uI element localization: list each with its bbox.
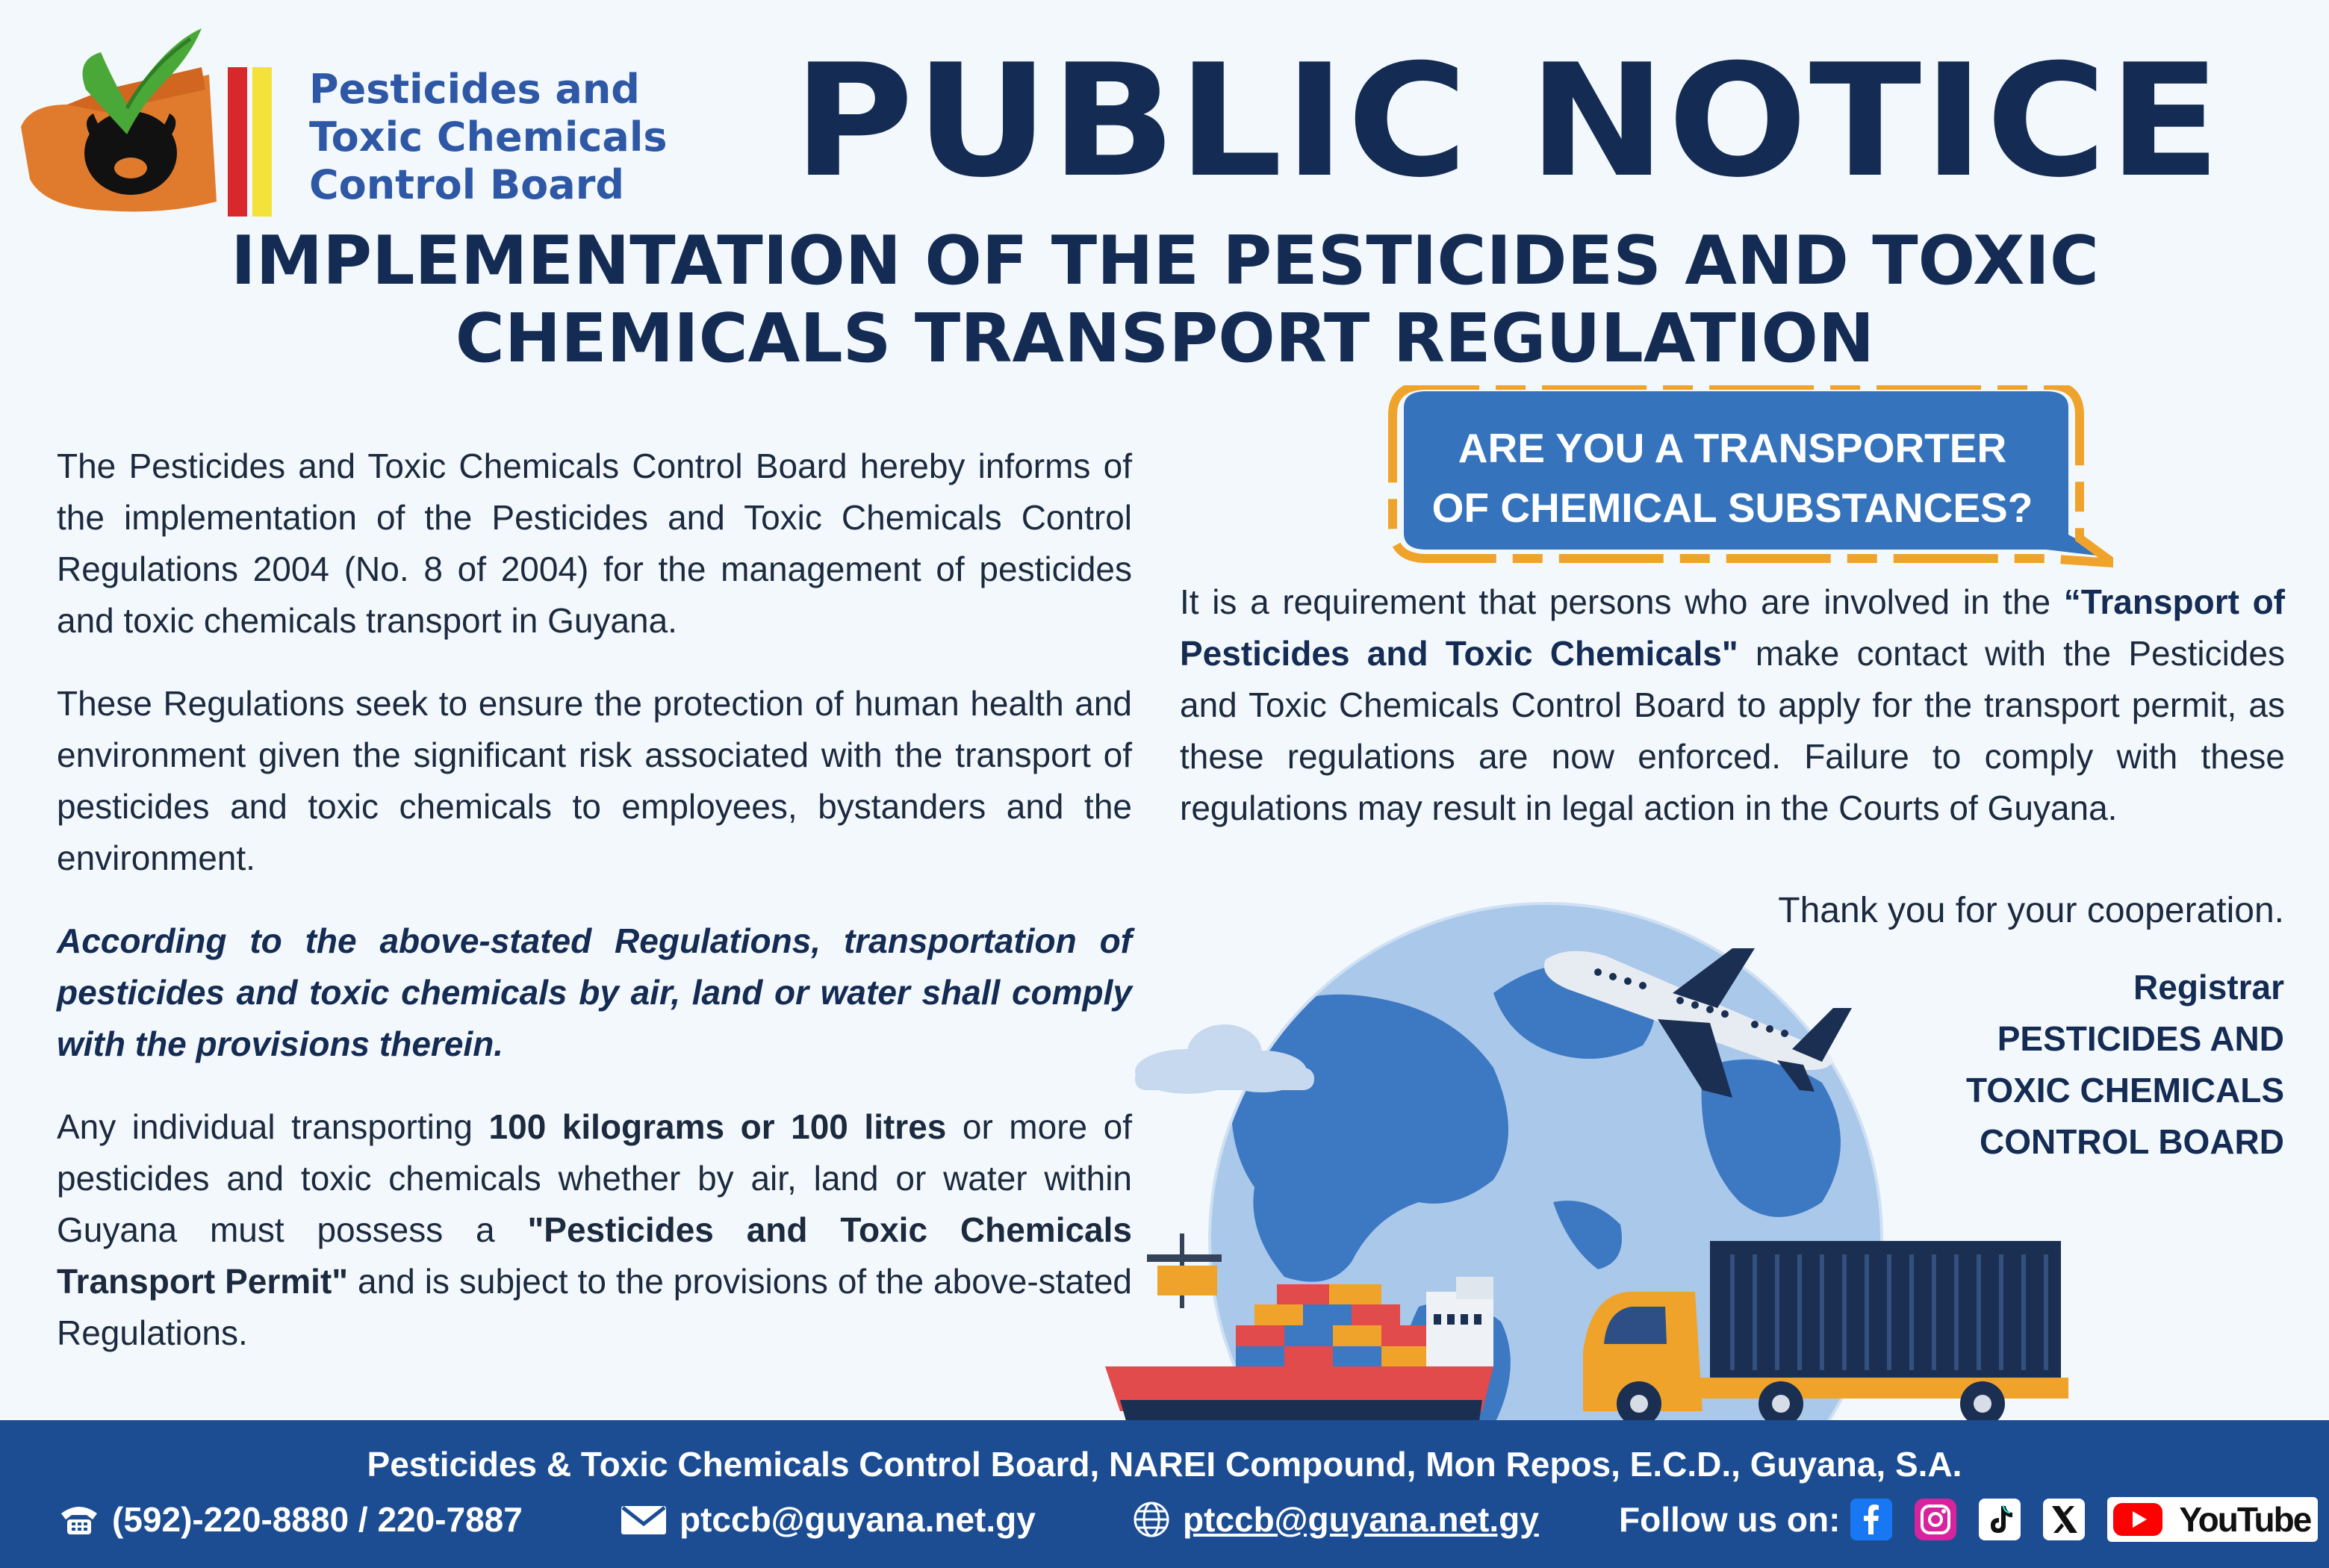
org-name-line: Control Board bbox=[309, 161, 625, 208]
paragraph-purpose: These Regulations seek to ensure the protection of human health and environment given the significant risk associated with the transport of pesticides and toxic chemicals to employees, bystanders and the environment. bbox=[57, 684, 1132, 877]
question-bubble bbox=[1374, 385, 2113, 572]
subtitle-line: CHEMICALS TRANSPORT REGULATION bbox=[455, 299, 1875, 378]
text-span: It is a requirement that persons who are involved in the bbox=[1180, 582, 2064, 621]
notice-title: PUBLIC NOTICE bbox=[793, 31, 2223, 212]
mail-icon bbox=[620, 1503, 668, 1536]
bubble-line: ARE YOU A TRANSPORTER bbox=[1458, 425, 2007, 471]
signature-org-line: PESTICIDES AND bbox=[1997, 1019, 2284, 1058]
facebook-icon[interactable] bbox=[1850, 1499, 1892, 1540]
phone-icon bbox=[58, 1503, 100, 1536]
phone-number[interactable]: (592)-220-8880 / 220-7887 bbox=[112, 1500, 523, 1539]
youtube-icon bbox=[2112, 1502, 2164, 1537]
text-span: or more of pesticides and toxic chemicals whether by air, land or water within Guyana must possess a bbox=[57, 1107, 1132, 1249]
youtube-link[interactable] bbox=[2107, 1497, 2318, 1542]
instagram-icon[interactable] bbox=[1915, 1499, 1956, 1540]
email-contact[interactable] bbox=[620, 1493, 1036, 1546]
signature-block bbox=[1761, 962, 2284, 1168]
bold-quantity: 100 kilograms or 100 litres bbox=[488, 1107, 947, 1146]
subtitle-line: IMPLEMENTATION OF THE PESTICIDES AND TOXIC bbox=[231, 222, 2099, 300]
org-name bbox=[309, 66, 787, 209]
left-column bbox=[57, 441, 1132, 1390]
org-name-line: Pesticides and bbox=[309, 66, 640, 113]
phone-contact[interactable] bbox=[58, 1493, 523, 1546]
signature-title: Registrar bbox=[2133, 968, 2284, 1007]
bold-permit-name: "Pesticides and Toxic Chemicals Transport Permit" bbox=[57, 1210, 1132, 1301]
ptccb-logo-icon bbox=[15, 15, 314, 224]
follow-label: Follow us on: bbox=[1619, 1500, 1841, 1539]
thanks-line: Thank you for your cooperation. bbox=[1778, 891, 2284, 930]
text-span: Any individual transporting bbox=[57, 1107, 489, 1146]
footer bbox=[0, 1420, 2329, 1568]
bubble-text bbox=[1404, 418, 2061, 538]
paragraph-permit-requirement bbox=[57, 1101, 1132, 1359]
footer-contact-row bbox=[0, 1493, 2329, 1546]
signature-org-line: TOXIC CHEMICALS bbox=[1966, 1071, 2284, 1110]
social-links bbox=[1619, 1493, 2318, 1546]
x-icon[interactable] bbox=[2043, 1499, 2085, 1540]
right-column-paragraph bbox=[1180, 576, 2285, 834]
paragraph-regulation-emphasis: According to the above-stated Regulations, transportation of pesticides and toxic chemicals by air, land or water shall comply with the provisions therein. bbox=[57, 921, 1132, 1063]
bubble-line: OF CHEMICAL SUBSTANCES? bbox=[1431, 485, 2033, 531]
youtube-label: YouTube bbox=[2179, 1500, 2311, 1539]
notice-subtitle bbox=[149, 223, 2180, 378]
paragraph-intro: The Pesticides and Toxic Chemicals Control Board hereby informs of the implementation of the Pesticides and Toxic Chemicals Control Regulations 2004 (No. 8 of 2004) for the management of pesticides and toxic chemicals transport in Guyana. bbox=[57, 447, 1132, 640]
website-contact[interactable] bbox=[1132, 1493, 1539, 1546]
globe-icon bbox=[1132, 1500, 1171, 1539]
org-name-line: Toxic Chemicals bbox=[309, 113, 668, 161]
bold-transport-phrase: “Transport of Pesticides and Toxic Chemicals" bbox=[1180, 582, 2285, 673]
text-span: make contact with the Pesticides and Toxic Chemicals Control Board to apply for the transport permit, as these regulations are now enforced. Failure to comply with these regulations may result in legal action in the Courts of Guyana. bbox=[1180, 634, 2285, 827]
email-address[interactable]: ptccb@guyana.net.gy bbox=[680, 1500, 1036, 1539]
text-span: and is subject to the provisions of the above-stated Regulations. bbox=[57, 1262, 1132, 1352]
tiktok-icon[interactable] bbox=[1979, 1499, 2021, 1540]
footer-address: Pesticides & Toxic Chemicals Control Board, NAREI Compound, Mon Repos, E.C.D., Guyana, S.A. bbox=[367, 1445, 1962, 1484]
website-link[interactable]: ptccb@guyana.net.gy bbox=[1183, 1500, 1539, 1539]
signature-org-line: CONTROL BOARD bbox=[1979, 1122, 2284, 1161]
